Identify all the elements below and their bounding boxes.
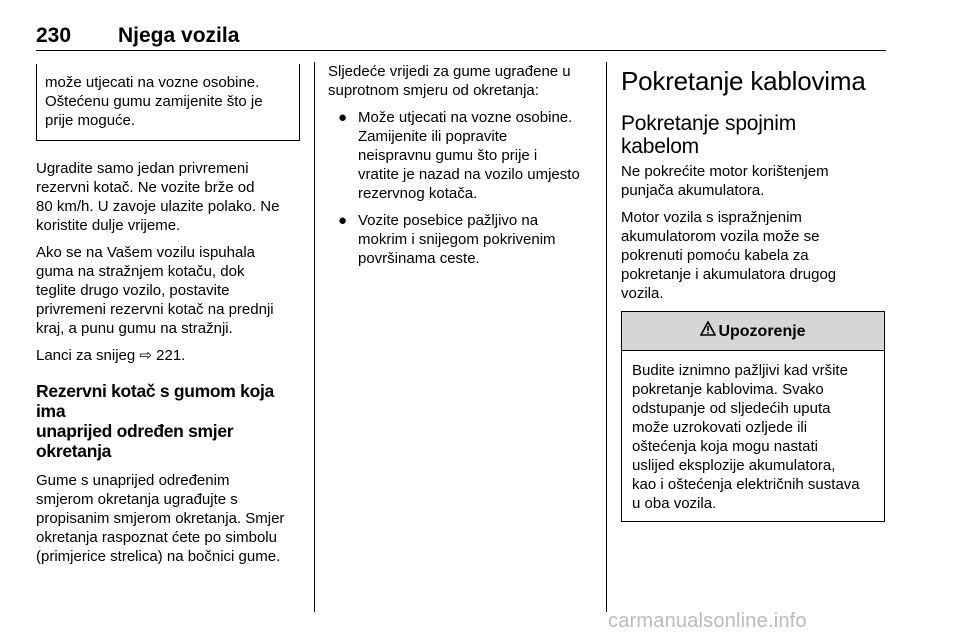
reference-page: 221. — [156, 347, 186, 364]
warning-body — [622, 351, 884, 521]
text-line: površinama ceste. — [358, 250, 480, 267]
list-item — [328, 108, 592, 203]
section-title: Pokretanje kablovima — [621, 66, 866, 96]
paragraph-rear-tyre — [36, 243, 300, 338]
column-divider-right — [606, 62, 607, 612]
text-line: okretanja raspoznat ćete po simbolu — [36, 529, 277, 546]
paragraph-no-charger — [621, 162, 885, 200]
page-number: 230 — [36, 24, 72, 47]
text-line: uslijed eksplozije akumulatora, — [632, 457, 836, 474]
text-line: rezervnog kotača. — [358, 185, 478, 202]
text-line: vozila. — [621, 285, 664, 302]
text-line: Može utjecati na vozne osobine. — [358, 109, 573, 126]
continued-warning-box — [36, 64, 300, 141]
bullet-list — [328, 108, 592, 268]
reference-text: Lanci za snijeg — [36, 347, 136, 364]
text-line: u oba vozila. — [632, 495, 717, 512]
subsection-title — [621, 112, 885, 158]
list-item — [328, 211, 592, 268]
text-line: pokretanje i akumulatora drugog — [621, 266, 837, 283]
paragraph-jump-start — [621, 208, 885, 303]
text-line: Ugradite samo jedan privremeni — [36, 160, 249, 177]
text-line: rezervni kotač. Ne vozite brže od — [36, 179, 255, 196]
text-line: neispravnu gumu što prije i — [358, 147, 538, 164]
warning-header — [622, 312, 884, 351]
page-reference-arrow-icon: ⇨ — [139, 347, 152, 364]
column-3 — [621, 62, 885, 522]
box-line: može utjecati na vozne osobine. — [45, 74, 260, 91]
text-line: Vozite posebice pažljivo na — [358, 212, 539, 229]
running-title: Njega vozila — [118, 24, 240, 47]
text-line: akumulatorom vozila može se — [621, 228, 820, 245]
text-line: Budite iznimno pažljivi kad vršite — [632, 362, 848, 379]
text-line: punjača akumulatora. — [621, 182, 765, 199]
text-line: Motor vozila s ispražnjenim — [621, 209, 802, 226]
watermark-link[interactable]: carmanualsonline.info — [608, 610, 807, 632]
paragraph-intro — [328, 62, 592, 100]
text-line: propisanim smjerom okretanja. Smjer — [36, 510, 285, 527]
text-line: Ako se na Vašem vozilu ispuhala — [36, 244, 256, 261]
page-header — [36, 24, 886, 50]
heading-line: okretanja — [36, 441, 112, 461]
column-2 — [328, 62, 592, 276]
heading-line: Pokretanje spojnim — [621, 112, 796, 135]
text-line: koristite dulje vrijeme. — [36, 217, 181, 234]
column-divider-left — [314, 62, 315, 612]
text-line: vratite je nazad na vozilo umjesto — [358, 166, 580, 183]
text-line: teglite drugo vozilo, postavite — [36, 282, 230, 299]
box-line: prije moguće. — [45, 112, 136, 129]
subheading-directional-spare — [36, 381, 300, 461]
warning-title: Upozorenje — [718, 322, 806, 340]
bullet-icon: ● — [338, 212, 348, 229]
text-line: mokrim i snijegom pokrivenim — [358, 231, 556, 248]
text-line: Zamijenite ili popravite — [358, 128, 508, 145]
text-line: smjerom okretanja ugrađujte s — [36, 491, 238, 508]
paragraph-temporary-spare — [36, 159, 300, 235]
bullet-icon: ● — [338, 109, 348, 126]
text-line: guma na stražnjem kotaču, dok — [36, 263, 245, 280]
text-line: pokrenuti pomoću kabela za — [621, 247, 809, 264]
box-line: Oštećenu gumu zamijenite što je — [45, 93, 263, 110]
heading-line: kabelom — [621, 135, 699, 158]
text-line: Ne pokrećite motor korištenjem — [621, 163, 829, 180]
text-line: pokretanje kablovima. Svako — [632, 381, 824, 398]
text-line: 80 km/h. U zavoje ulazite polako. Ne — [36, 198, 280, 215]
snow-chains-reference[interactable] — [36, 346, 300, 365]
warning-triangle-icon — [700, 321, 716, 341]
text-line: suprotnom smjeru od okretanja: — [328, 82, 539, 99]
text-line: Gume s unaprijed određenim — [36, 472, 230, 489]
header-rule — [36, 50, 886, 51]
paragraph-directional-tyres — [36, 471, 300, 566]
text-line: odstupanje od sljedećih uputa — [632, 400, 831, 417]
text-line: (primjerice strelica) na bočnici gume. — [36, 548, 281, 565]
text-line: može uzrokovati ozljede ili — [632, 419, 808, 436]
heading-line: Rezervni kotač s gumom koja ima — [36, 381, 274, 421]
text-line: oštećenja koja mogu nastati — [632, 438, 818, 455]
heading-line: unaprijed određen smjer — [36, 421, 234, 441]
text-line: kraj, a punu gumu na stražnji. — [36, 320, 233, 337]
text-line: Sljedeće vrijedi za gume ugrađene u — [328, 63, 571, 80]
warning-box — [621, 311, 885, 522]
column-1 — [36, 62, 300, 566]
text-line: kao i oštećenja električnih sustava — [632, 476, 860, 493]
text-line: privremeni rezervni kotač na prednji — [36, 301, 274, 318]
